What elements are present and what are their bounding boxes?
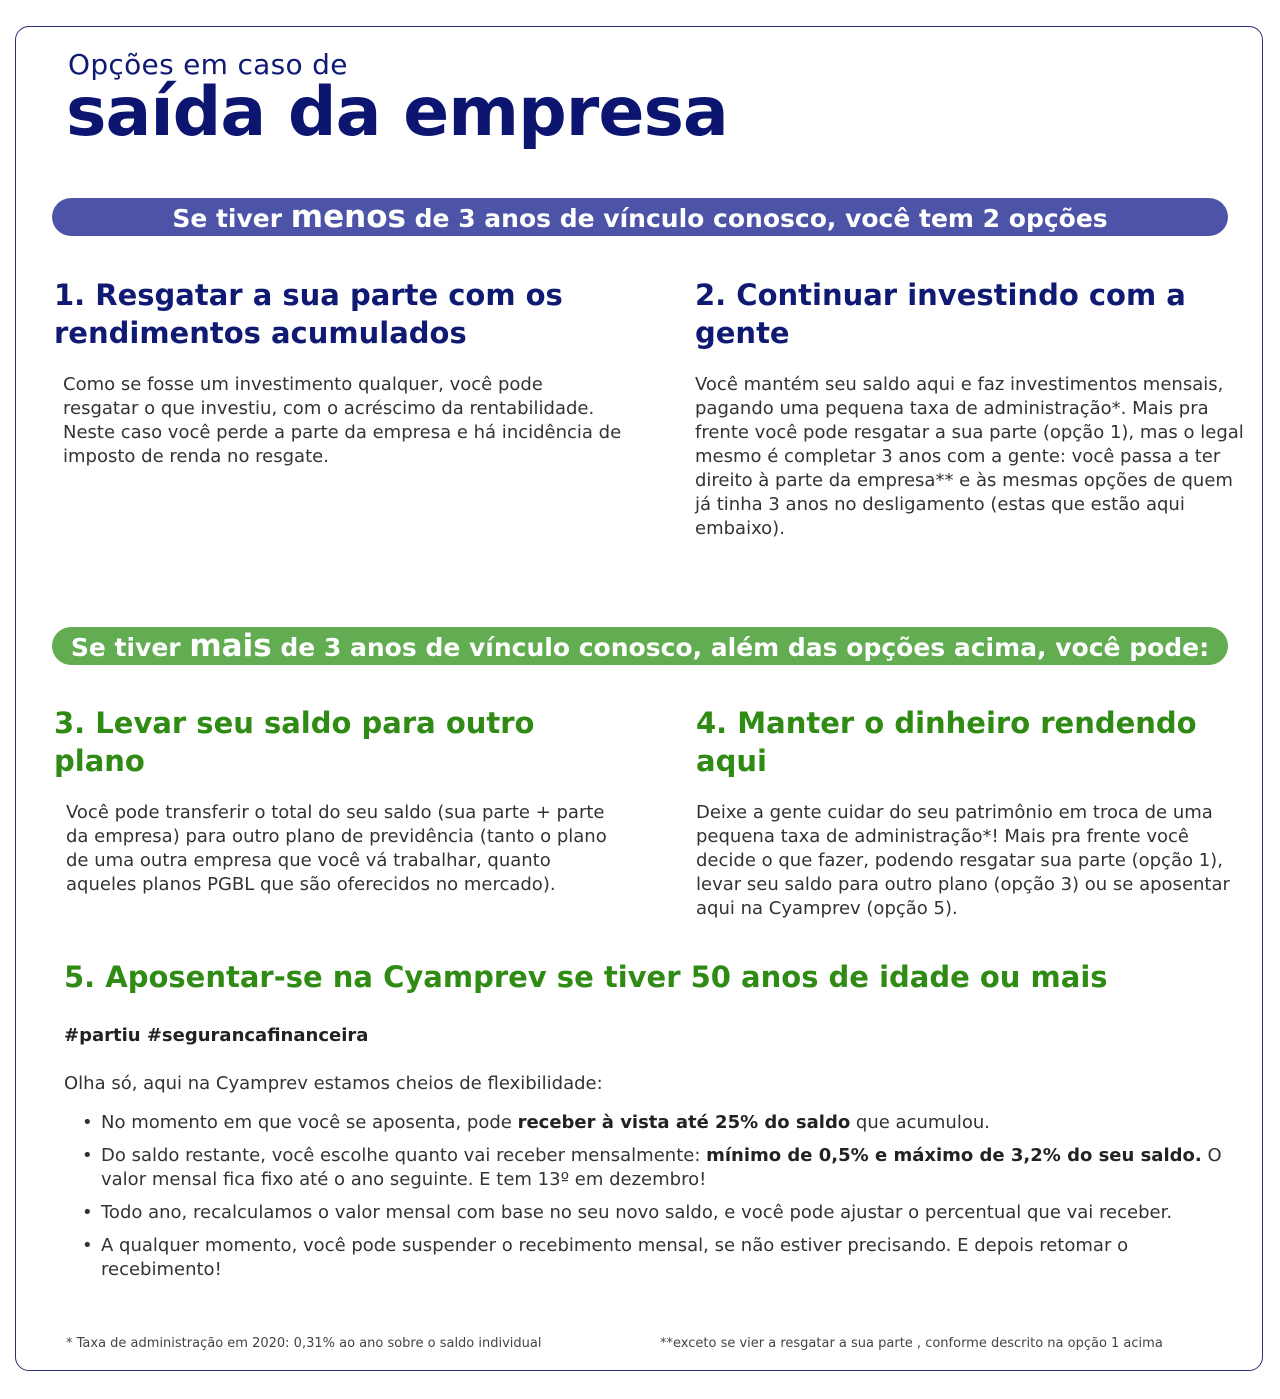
list-item: • Todo ano, recalculamos o valor mensal com base no seu novo saldo, e você pode ajustar o percentual que vai receber. [78,1201,1228,1225]
option-2-text: Você mantém seu saldo aqui e faz investimentos mensais, pagando uma pequena taxa de administração*. Mais pra frente você pode resgatar a sua parte (opção 1), mas o legal mesmo é completar 3 anos com a gente: você passa a ter direito à parte da empresa** e às mesmas opções de quem já tinha 3 anos no desligamento (estas que estão aqui embaixo). [695,374,1244,539]
option-2-title: 2. Continuar investindo com a gente [695,278,1186,350]
option-1-text: Como se fosse um investimento qualquer, você pode resgatar o que investiu, com o acréscimo da rentabilidade. Neste caso você perde a parte da empresa e há incidência de imposto de renda no resgate. [63,374,622,467]
list-item: • No momento em que você se aposenta, pode receber à vista até 25% do saldo que acumulou. [78,1111,1228,1135]
option-5-bullets [78,1111,1228,1291]
option-4-title: 4. Manter o dinheiro rendendo aqui [696,706,1197,778]
banner-less-than-3-years [52,198,1228,236]
list-item: • Do saldo restante, você escolhe quanto vai receber mensalmente: mínimo de 0,5% e máximo de 3,2% do seu saldo. O valor mensal fica fixo até o ano seguinte. E tem 13º em dezembro! [78,1144,1228,1192]
banner-more-than-3-years [52,627,1228,665]
banner-more-post: de 3 anos de vínculo conosco, além das opções acima, você pode: [271,633,1210,662]
hashtags: #partiu #segurancafinanceira [64,1025,369,1046]
option-1-title: 1. Resgatar a sua parte com os rendimentos acumulados [54,278,563,350]
option-3-title: 3. Levar seu saldo para outro plano [54,706,535,778]
option-3-text: Você pode transferir o total do seu saldo (sua parte + parte da empresa) para outro plano de previdência (tanto o plano de uma outra empresa que você vá trabalhar, quanto aqueles planos PGBL que são oferecidos no mercado). [66,802,607,895]
footnote-company-part: **exceto se vier a resgatar a sua parte , conforme descrito na opção 1 acima [660,1336,1163,1351]
banner-less-pre: Se tiver [172,204,291,233]
footnote-admin-fee: * Taxa de administração em 2020: 0,31% ao ano sobre o saldo individual [66,1336,542,1351]
banner-less-emphasis: menos [290,199,406,235]
option-4-text: Deixe a gente cuidar do seu patrimônio em troca de uma pequena taxa de administração*! Mais pra frente você decide o que fazer, podendo resgatar sua parte (opção 1), levar seu saldo para outro plano (opção 3) ou se aposentar aqui na Cyamprev (opção 5). [696,802,1230,919]
page-title: saída da empresa [66,73,728,152]
option-5-intro: Olha só, aqui na Cyamprev estamos cheios de flexibilidade: [64,1073,603,1094]
list-item: • A qualquer momento, você pode suspender o recebimento mensal, se não estiver precisando. E depois retomar o recebimento! [78,1234,1228,1282]
banner-more-emphasis: mais [189,628,272,664]
banner-more-pre: Se tiver [70,633,190,662]
option-5-title: 5. Aposentar-se na Cyamprev se tiver 50 anos de idade ou mais [64,960,1108,994]
page-kicker: Opções em caso de [68,48,348,81]
banner-less-post: de 3 anos de vínculo conosco, você tem 2 opções [405,204,1108,233]
